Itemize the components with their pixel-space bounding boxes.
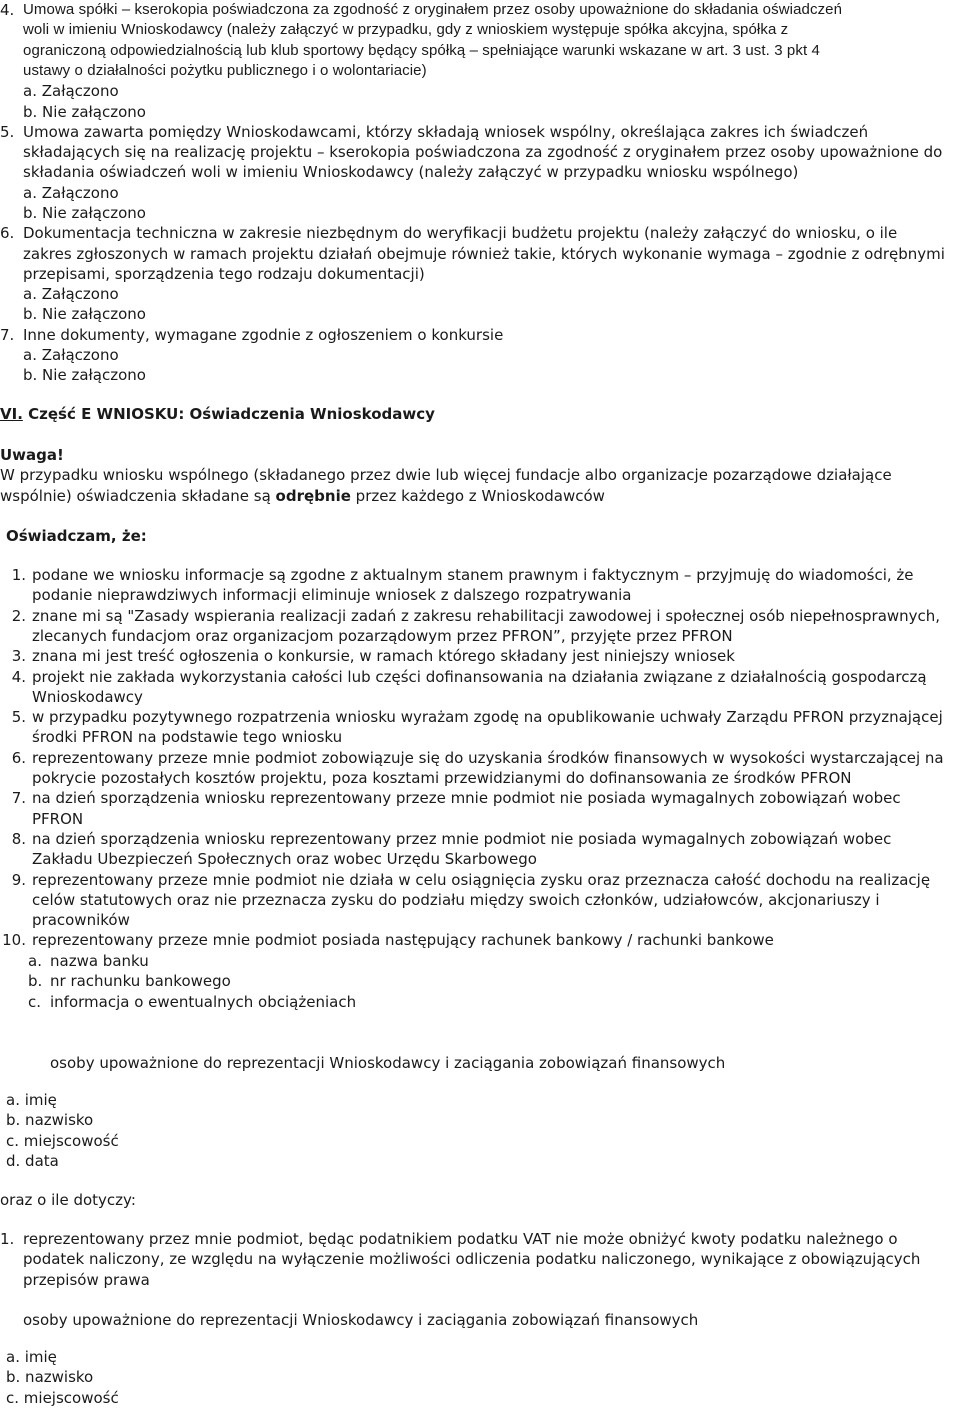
declaration-text-line: znane mi są "Zasady wspierania realizacji zadań z zakresu rehabilitacji zawodowej i społecznej osób niepełnosprawnych,: [32, 606, 941, 625]
signer-field: a. imię: [6, 1348, 57, 1366]
section-title: Część E WNIOSKU: Oświadczenia Wnioskodawcy: [28, 405, 435, 423]
declaration-number: 3.: [11, 647, 26, 666]
section-number: VI.: [0, 405, 23, 423]
declaration-heading: Oświadczam, że:: [6, 527, 147, 545]
declaration-text-line: znana mi jest treść ogłoszenia o konkursie, w ramach którego składany jest niniejszy wniosek: [32, 647, 735, 666]
vat-text-line: przepisów prawa: [23, 1270, 150, 1289]
note-text: wspólnie) oświadczenia składane są: [0, 486, 276, 505]
bank-field-label: nazwa banku: [50, 952, 149, 970]
item-text-line: Umowa spółki – kserokopia poświadczona za zgodność z oryginałem przez osoby upoważnione do składania oświadczeń: [23, 1, 843, 18]
item-text-line: składających się na realizację projektu – kserokopia poświadczona za zgodność z oryginałem przez osoby upoważnione do: [23, 143, 943, 162]
bank-field-label: nr rachunku bankowego: [50, 972, 231, 991]
declaration-text-line: środki PFRON na podstawie tego wniosku: [32, 728, 343, 747]
declaration-number: 9.: [11, 870, 26, 889]
note-text-line: [0, 486, 960, 506]
item-text-line: składania oświadczeń woli w imieniu Wnioskodawcy (należy załączyć w przypadku wniosku wspólnego): [23, 163, 799, 182]
option-attached: a. Załączono: [23, 82, 119, 101]
declaration-number: 6.: [11, 748, 26, 767]
declaration-text-line: w przypadku pozytywnego rozpatrzenia wniosku wyrażam zgodę na opublikowanie uchwały Zarządu PFRON przyznającej: [32, 708, 943, 727]
declaration-number: 7.: [11, 789, 26, 808]
item-number: 4.: [0, 1, 15, 19]
signer-field: c. miejscowość: [6, 1388, 119, 1407]
option-attached: a. Załączono: [23, 346, 119, 365]
declaration-text-line: PFRON: [32, 809, 84, 828]
declaration-text-line: podane we wniosku informacje są zgodne z aktualnym stanem prawnym i faktycznym – przyjmuję do wiadomości, że: [32, 566, 914, 584]
item-text-line: Umowa zawarta pomiędzy Wnioskodawcami, którzy składają wniosek wspólny, określająca zakres ich świadczeń: [23, 122, 869, 141]
item-text-line: przepisami, sporządzenia tego rodzaju dokumentacji): [23, 264, 425, 283]
option-attached: a. Załączono: [23, 285, 119, 304]
item-number: 6.: [0, 224, 15, 243]
note-emphasis: odrębnie: [275, 486, 351, 505]
signer-field: d. data: [6, 1151, 59, 1170]
bank-field-letter: a.: [28, 952, 42, 970]
declaration-text-line: Wnioskodawcy: [32, 687, 143, 706]
option-not-attached: b. Nie załączono: [23, 203, 146, 222]
item-text-line: ustawy o działalności pożytku publicznego i o wolontariacie): [23, 61, 427, 79]
bank-field-letter: c.: [28, 992, 42, 1011]
bank-field-letter: b.: [28, 972, 43, 991]
declaration-number: 1.: [11, 566, 26, 584]
declaration-text-line: reprezentowany przeze mnie podmiot posiada następujący rachunek bankowy / rachunki bankowe: [32, 931, 774, 950]
note-text: przez każdego z Wnioskodawców: [350, 486, 605, 505]
vat-text-line: podatek naliczony, ze względu na wyłączenie możliwości odliczenia podatku naliczonego, wynikające z obowiązujących: [23, 1250, 921, 1269]
option-attached: a. Załączono: [23, 183, 119, 202]
item-text-line: Inne dokumenty, wymagane zgodnie z ogłoszeniem o konkursie: [23, 325, 504, 344]
signer-field: b. nazwisko: [6, 1368, 94, 1387]
signers-heading: osoby upoważnione do reprezentacji Wnioskodawcy i zaciągania zobowiązań finansowych: [23, 1311, 699, 1329]
declaration-text-line: na dzień sporządzenia wniosku reprezentowany przez mnie podmiot nie posiada wymagalnych zobowiązań wobec: [32, 829, 892, 848]
item-number: 7.: [0, 325, 15, 344]
declaration-text-line: celów statutowych oraz nie przeznacza zysku do podziału między swoich członków, udziałowców, akcjonariuszy i: [32, 890, 880, 909]
option-not-attached: b. Nie załączono: [23, 305, 146, 324]
item-text-line: woli w imieniu Wnioskodawcy (należy załączyć w przypadku, gdy z wnioskiem występuje spółka akcyjna, spółka z: [23, 21, 789, 39]
option-not-attached: b. Nie załączono: [23, 366, 146, 385]
declaration-text-line: podanie nieprawdziwych informacji eliminuje wniosek z dalszego rozpatrywania: [32, 586, 632, 605]
declaration-text-line: na dzień sporządzenia wniosku reprezentowany przeze mnie podmiot nie posiada wymagalnych zobowiązań wobec: [32, 789, 901, 808]
item-number: 5.: [0, 122, 15, 141]
declaration-text-line: pracowników: [32, 911, 130, 930]
item-text-line: Dokumentacja techniczna w zakresie niezbędnym do weryfikacji budżetu projektu (należy załączyć do wniosku, o ile: [23, 224, 898, 243]
option-not-attached: b. Nie załączono: [23, 102, 146, 121]
declaration-text-line: pokrycie pozostałych kosztów projektu, poza kosztami przewidzianymi do dofinansowania ze środków PFRON: [32, 768, 852, 787]
signer-field: a. imię: [6, 1091, 57, 1109]
declaration-text-line: reprezentowany przeze mnie podmiot zobowiązuje się do uzyskania środków finansowych w wysokości wystarczającej na: [32, 748, 944, 767]
signers-heading: osoby upoważnione do reprezentacji Wnioskodawcy i zaciągania zobowiązań finansowych: [50, 1054, 726, 1072]
signer-field: c. miejscowość: [6, 1131, 119, 1150]
declaration-number: 2.: [11, 606, 26, 625]
section-heading: [0, 404, 960, 424]
declaration-text-line: Zakładu Ubezpieczeń Społecznych oraz wobec Urzędu Skarbowego: [32, 850, 537, 869]
note-text-line: W przypadku wniosku wspólnego (składanego przez dwie lub więcej fundacje albo organizacje pozarządowe działające: [0, 466, 892, 485]
note-label: Uwaga!: [0, 446, 64, 464]
signer-field: b. nazwisko: [6, 1111, 94, 1130]
declaration-text-line: zlecanych fundacjom oraz organizacjom pozarządowym przez PFRON”, przyjęte przez PFRON: [32, 626, 733, 645]
item-text-line: zakres zgłoszonych w ramach projektu działań obejmuje również takie, których wykonanie wymaga – zgodnie z odrębnymi: [23, 244, 945, 263]
declaration-number: 4.: [11, 667, 26, 686]
declaration-number: 8.: [11, 829, 26, 848]
vat-number: 1.: [0, 1230, 15, 1248]
item-text-line: ograniczoną odpowiedzialnością lub klub sportowy będący spółką – spełniające warunki wskazane w art. 3 ust. 3 pkt 4: [23, 41, 820, 59]
declaration-number: 10.: [2, 931, 26, 950]
bank-field-label: informacja o ewentualnych obciążeniach: [50, 992, 357, 1011]
declaration-text-line: reprezentowany przeze mnie podmiot nie działa w celu osiągnięcia zysku oraz przeznacza całość dochodu na realizację: [32, 870, 931, 889]
declaration-number: 5.: [11, 708, 26, 727]
vat-text-line: reprezentowany przez mnie podmiot, będąc podatnikiem podatku VAT nie może obniżyć kwoty podatku należnego o: [23, 1230, 898, 1248]
declaration-text-line: projekt nie zakłada wykorzystania całości lub części dofinansowania na działania związane z działalnością gospodarczą: [32, 667, 927, 686]
vat-intro: oraz o ile dotyczy:: [0, 1191, 136, 1209]
